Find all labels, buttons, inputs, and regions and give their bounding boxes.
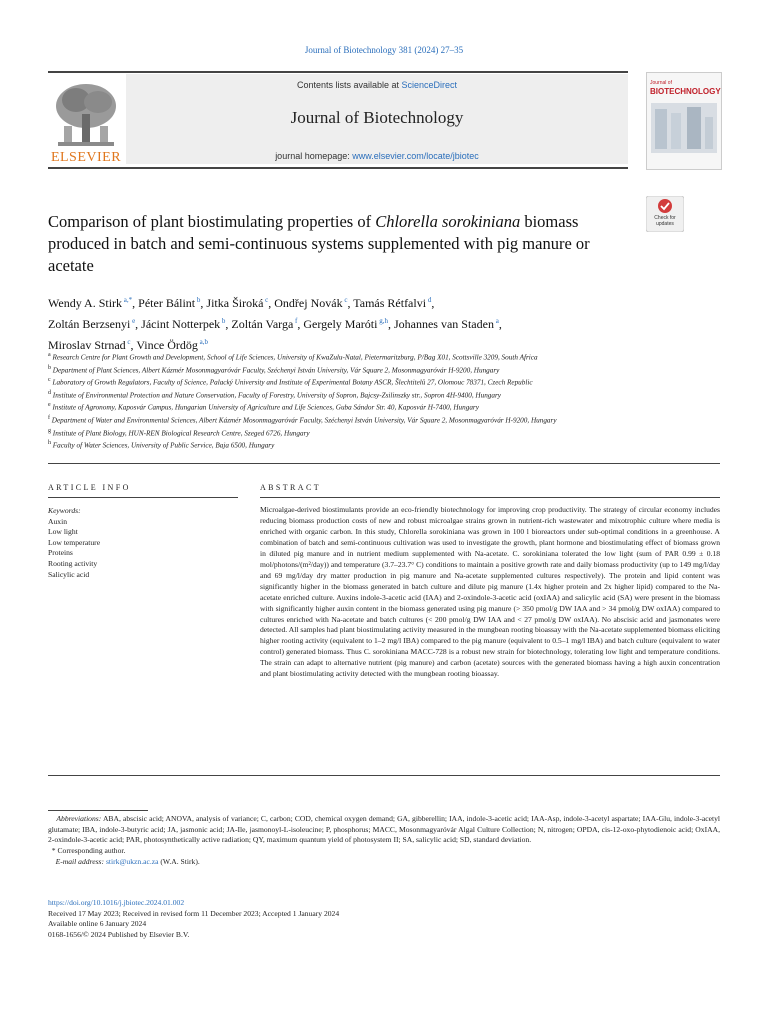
affiliation-marker: h <box>48 440 51 447</box>
journal-citation[interactable]: Journal of Biotechnology 381 (2024) 27–35 <box>304 45 464 55</box>
author-name[interactable]: Jácint Notterpek $^b$ <box>141 317 226 331</box>
keywords-label: Keywords: <box>48 506 81 515</box>
elsevier-wordmark[interactable]: ELSEVIER <box>50 150 122 165</box>
author-affiliation-marker[interactable]: a,* <box>122 296 133 304</box>
author-affiliation-marker[interactable]: c <box>263 296 269 304</box>
affiliation-marker: b <box>48 364 51 371</box>
author-name[interactable]: Miroslav Strnad $^c$ <box>48 338 131 352</box>
homepage-link[interactable]: www.elsevier.com/locate/jbiotec <box>352 151 479 161</box>
corresponding-author-note <box>48 846 720 857</box>
corresponding-text: * Corresponding author. <box>51 846 126 856</box>
author-name[interactable]: Jitka Široká $^c$ <box>206 296 269 310</box>
abstract-heading: ABSTRACT <box>260 483 321 492</box>
author-affiliation-marker[interactable]: c <box>342 296 348 304</box>
footnote-rule <box>48 810 148 811</box>
author-affiliation-marker[interactable]: c <box>125 338 131 346</box>
affiliation-item: $^g$ Institute of Plant Biology, HUN-REN Biological Research Centre, Szeged 6726, Hungary <box>48 427 310 437</box>
keyword-item[interactable]: Proteins <box>48 548 73 558</box>
email-label: E-mail address: <box>55 856 106 866</box>
author-affiliation-marker[interactable]: e <box>130 317 136 325</box>
author-name[interactable]: Ondřej Novák $^c$ <box>274 296 348 310</box>
abstract-rule <box>260 497 720 498</box>
author-name[interactable]: Zoltán Varga $^f$ <box>231 317 298 331</box>
article-info-heading: ARTICLE INFO <box>48 483 131 492</box>
affiliation-item: $^e$ Institute of Agronomy, Kaposvár Campus, Hungarian University of Agriculture and Life Sciences, Guba Sándor Str. 40, Kaposvár H-7400, Hungary <box>48 402 479 412</box>
author-affiliation-marker[interactable]: a <box>493 317 499 325</box>
keyword-item[interactable]: Auxin <box>48 516 67 526</box>
abbreviations-footnote <box>48 814 720 846</box>
keywords-block <box>48 506 238 580</box>
doi-link[interactable]: https://doi.org/10.1016/j.jbiotec.2024.01.002 <box>48 898 185 907</box>
keyword-item[interactable]: Low temperature <box>48 537 101 547</box>
contents-prefix: Contents lists available at <box>296 80 402 90</box>
affiliation-marker: c <box>48 377 51 384</box>
contents-line <box>126 80 628 90</box>
abstract-text: Microalgae-derived biostimulants provide an eco-friendly biotechnology for improving crop productivity. The strategy of circular economy includes reducing biomass production costs of new and robust microalgae strains grown in nutrient-rich wastewater and mixotrophic culture where media is enriched with organic carbon. In this study, Chlorella sorokiniana was grown in 100 l bioreactors under sub-optimal conditions in a greenhouse. A combination of batch and semi-continuous cultivation was used to investigate the growth, plant hormone and biostimulating effect of biomass grown in diluted pig manure and in nutrient medium supplemented with Na-acetate. C. sorokiniana tolerated the low light (sum of PAR 0.99 ± 0.18 mol/photons/(m²/day)) and temperature (3.7–23.7° C) conditions to maintain a positive growth rate and daily biomass productivity (up to 149 mg/l/day and 69 mg/l/day dry matter production in pig manure and Na-acetate supplemented cultures respectively). The protein and lipid content was significantly higher in the biomass generated in batch culture and dilute pig manure (1.4x higher protein and 2x higher lipid) compared to the Na-acetate enriched culture. Auxins indole-3-acetic acid (IAA) and 2-oxindole-3-acetic acid (oxIAA) and salicylic acid (SA) were present in the biomass with significantly higher auxin content in the biomass generated using pig manure (> 350 pmol/g DW IAA and > 34 pmol/g DW oxIAA) compared to cultures enriched with Na-acetate and batch cultures (< 200 pmol/g DW IAA and < 27 pmol/g DW oxIAA). No abscisic acid and jasmonates were detected. All samples had plant biostimulating activity measured in the mungbean rooting bioassay with the Na-acetate supplemented biomass eliciting higher rooting activity (equivalent to 1–2 mg/l IBA) compared to the pig manure (equivalent to 0.5–1 mg/l IBA) and batch culture (equivalent to water control) generated biomass. Thus C. sorokiniana MACC-728 is a robust new strain for biotechnology, tolerating low light and temperature conditions. The strain can adapt to alternative nutrient (pig manure) and carbon (acetate) sources with the generated biomass having a high auxin concentration and plant biostimulating activity detected with the mungbean rooting bioassay. <box>260 505 720 679</box>
received-dates: Received 17 May 2023; Received in revised form 11 December 2023; Accepted 1 January 2024 <box>48 908 340 918</box>
author-affiliation-marker[interactable]: f <box>293 317 298 325</box>
title-part1: Comparison of plant biostimulating properties of <box>48 212 376 231</box>
affiliation-item: $^c$ Laboratory of Growth Regulators, Faculty of Science, Palacký University and Institute of Experimental Botany ASCR, Šlechtitelů 27, Olomouc 78371, Czech Republic <box>48 377 533 387</box>
title-species: Chlorella sorokiniana <box>375 212 521 231</box>
email-link[interactable]: stirk@ukzn.ac.za <box>105 856 159 866</box>
affiliation-marker: f <box>48 414 50 421</box>
abstract-bottom-rule <box>48 775 720 776</box>
author-affiliation-marker[interactable]: b <box>195 296 201 304</box>
affiliation-item: $^h$ Faculty of Water Sciences, University of Public Service, Baja 6500, Hungary <box>48 440 275 450</box>
author-affiliation-marker[interactable]: a,b <box>197 338 209 346</box>
email-suffix: (W.A. Stirk). <box>158 856 200 866</box>
journal-title: Journal of Biotechnology <box>290 108 464 127</box>
copyright: 0168-1656/© 2024 Published by Elsevier B.V. <box>48 929 190 939</box>
author-name[interactable]: Zoltán Berzsenyi $^e$ <box>48 317 136 331</box>
keyword-item[interactable]: Salicylic acid <box>48 569 90 579</box>
cover-title-line2: BIOTECHNOLOGY <box>650 87 721 96</box>
title-part2: biomass produced in batch and semi-continuous systems supplemented with pig manure or acetate <box>48 212 590 275</box>
homepage-prefix: journal homepage: <box>275 151 353 161</box>
affiliation-item: $^d$ Institute of Environmental Protection and Nature Conservation, Faculty of Forestry, University of Sopron, Bajcsy-Zsilinszky str., Sopron 4H-9400, Hungary <box>48 389 501 400</box>
abbreviations-label: Abbreviations: <box>56 814 102 823</box>
homepage-line <box>126 151 628 161</box>
affiliation-marker: a <box>48 352 51 358</box>
sciencedirect-link[interactable]: ScienceDirect <box>401 80 458 90</box>
publication-info <box>48 898 720 940</box>
author-name[interactable]: Johannes van Staden $^a$ <box>393 317 499 331</box>
affiliation-item: $^b$ Department of Plant Sciences, Albert Kázmér Mosonmagyaróvár Faculty, Széchenyi István University, Vár Square 2, Mosonmagyaróvár H-9200, Hungary <box>48 364 500 374</box>
author-affiliation-marker[interactable]: b <box>220 317 226 325</box>
affiliation-marker: e <box>48 402 51 409</box>
keyword-item[interactable]: Rooting activity <box>48 558 98 568</box>
footnotes <box>48 814 720 868</box>
author-list: Wendy A. Stirk $^{a,*}$, Péter Bálint $^b$, Jitka Široká $^c$, Ondřej Novák $^c$, Tamás Rétfalvi $^d$, Zoltán Berzsenyi $^e$, Jácint Notterpek $^b$, Zoltán Varga $^f$, Gergely Maróti $^{g,h}$, Johannes van Staden $^a$, Miroslav Strnad $^c$, Vince Ördög $^{a,b}$ <box>48 296 502 352</box>
author-name[interactable]: Vince Ördög $^{a,b}$ <box>136 338 209 352</box>
affiliation-item: $^a$ Research Centre for Plant Growth and Development, School of Life Sciences, University of KwaZulu-Natal, Pietermaritzburg, P/Bag X01, Scottsville 3209, South Africa <box>48 352 538 362</box>
author-affiliation-marker[interactable]: g,h <box>377 317 388 325</box>
author-name[interactable]: Gergely Maróti $^{g,h}$ <box>303 317 388 331</box>
masthead-top-rule <box>48 71 628 73</box>
author-name[interactable]: Tamás Rétfalvi $^d$ <box>353 296 432 310</box>
affiliation-marker: g <box>48 427 51 434</box>
article-info-top-rule <box>48 463 720 464</box>
cover-title-line1: Journal of <box>650 80 672 86</box>
author-name[interactable]: Wendy A. Stirk $^{a,*}$ <box>48 296 133 310</box>
masthead-bottom-rule <box>48 167 628 169</box>
author-affiliation-marker[interactable]: d <box>426 296 432 304</box>
article-title <box>48 211 633 277</box>
keyword-item[interactable]: Low light <box>48 527 78 537</box>
affiliation-item: $^f$ Department of Water and Environmental Sciences, Albert Kázmér Mosonmagyaróvár Faculty, Széchenyi István University, Vár Square 2, Mosonmagyaróvár H-9200, Hungary <box>48 414 557 425</box>
available-online: Available online 6 January 2024 <box>48 919 147 929</box>
keywords-list <box>48 517 238 581</box>
author-name[interactable]: Péter Bálint $^b$ <box>138 296 201 310</box>
email-line <box>48 857 720 868</box>
abbreviations-text: ABA, abscisic acid; ANOVA, analysis of variance; C, carbon; COD, chemical oxygen demand; GA, gibberellin; IAA, indole-3-acetic acid; IAA-Asp, indole-3-acetyl aspartate; IAA-Glu, indole-3-acetyl glutamate; IBA, indole-3-butyric acid; JA, jasmonic acid; JA-Ile, jasmonoyl-L-isoleucine; P, phosphorus; MACC, Mosonmagyaróvár Algal Culture Collection; N, nitrogen; OPDA, cis-12-oxo-phytodienoic acid; OxIAA, 2-oxindole-3-acetic acid; PAR, photosynthetically active radiation; QY, maximum quantum yield of photosystem II; SA, salicylic acid; SD, standard deviation. <box>48 814 721 845</box>
check-for-updates-label: Check for updates <box>654 215 676 227</box>
affiliation-list <box>48 350 648 451</box>
article-info-rule <box>48 497 238 498</box>
affiliation-marker: d <box>48 389 51 396</box>
